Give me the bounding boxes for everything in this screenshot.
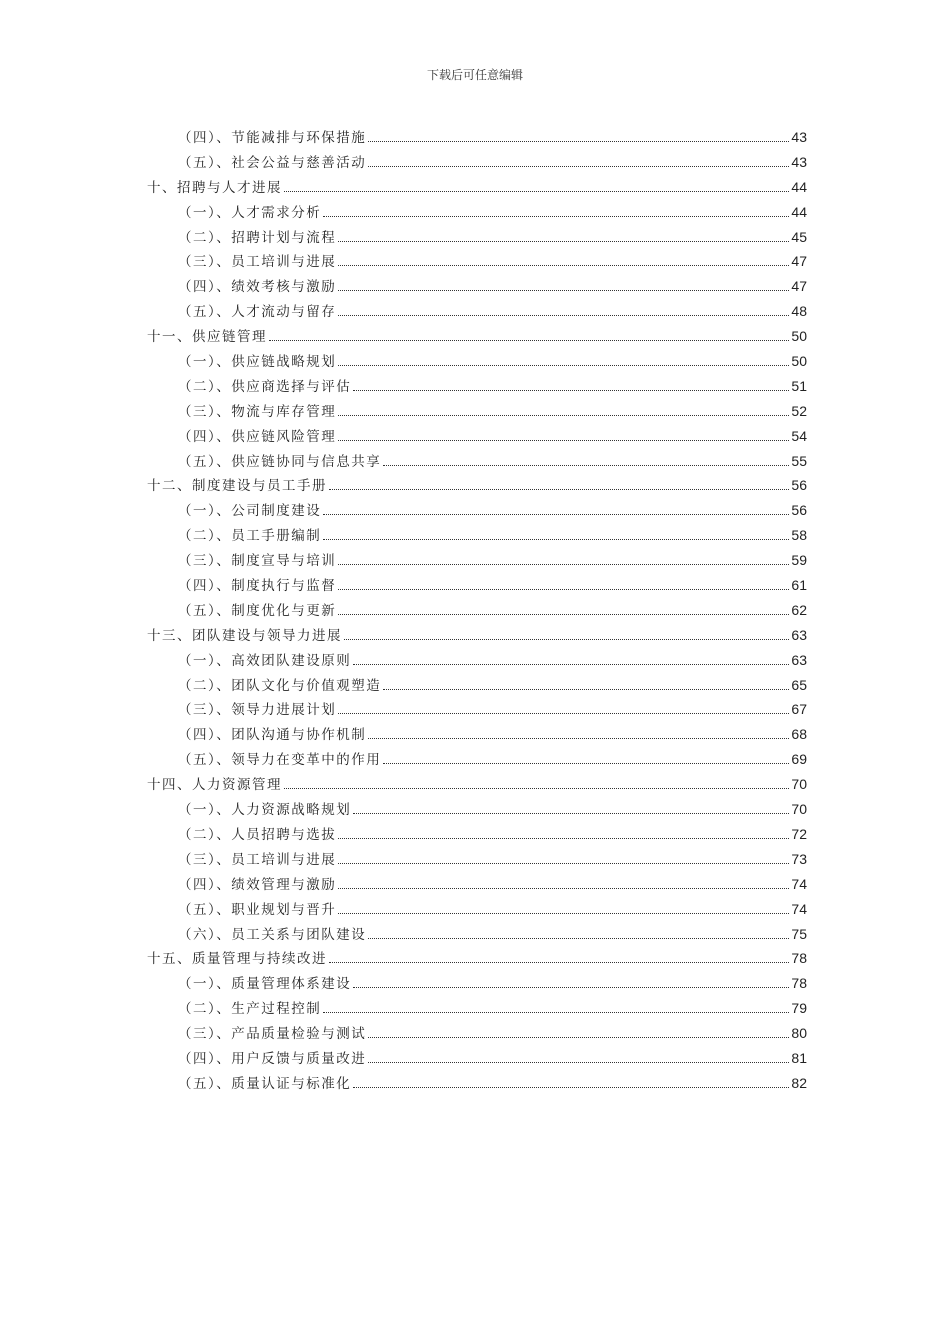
toc-section-entry[interactable] xyxy=(147,1047,807,1072)
toc-entry-page-number: 44 xyxy=(791,203,807,220)
toc-section-entry[interactable] xyxy=(147,898,807,923)
toc-entry-title: 十五、质量管理与持续改进 xyxy=(147,951,327,968)
dot-leader xyxy=(269,339,789,341)
toc-entry-page-number: 56 xyxy=(791,477,807,494)
dot-leader xyxy=(368,1036,789,1038)
toc-entry-title: 十四、人力资源管理 xyxy=(147,777,282,794)
dot-leader xyxy=(338,264,789,266)
dot-leader xyxy=(353,663,789,665)
toc-entry-page-number: 78 xyxy=(791,950,807,967)
dot-leader xyxy=(368,737,789,739)
dot-leader xyxy=(368,140,789,142)
toc-section-entry[interactable] xyxy=(147,275,807,300)
toc-entry-page-number: 74 xyxy=(791,875,807,892)
dot-leader xyxy=(338,364,789,366)
toc-section-entry[interactable] xyxy=(147,698,807,723)
dot-leader xyxy=(323,215,789,217)
toc-section-entry[interactable] xyxy=(147,873,807,898)
toc-entry-page-number: 44 xyxy=(791,178,807,195)
dot-leader xyxy=(338,887,789,889)
dot-leader xyxy=(353,986,789,988)
toc-section-entry[interactable] xyxy=(147,126,807,151)
toc-entry-title: （一）、质量管理体系建设 xyxy=(178,976,352,993)
toc-entry-page-number: 52 xyxy=(791,402,807,419)
toc-chapter-entry[interactable] xyxy=(147,325,807,350)
toc-section-entry[interactable] xyxy=(147,723,807,748)
dot-leader xyxy=(353,1086,789,1088)
toc-chapter-entry[interactable] xyxy=(147,176,807,201)
toc-entry-page-number: 58 xyxy=(791,527,807,544)
dot-leader xyxy=(383,464,789,466)
toc-entry-page-number: 70 xyxy=(791,776,807,793)
dot-leader xyxy=(338,240,789,242)
toc-entry-title: （三）、制度宣导与培训 xyxy=(178,553,337,570)
toc-entry-page-number: 50 xyxy=(791,353,807,370)
toc-section-entry[interactable] xyxy=(147,923,807,948)
toc-entry-title: （二）、人员招聘与选拔 xyxy=(178,826,337,843)
dot-leader xyxy=(338,439,789,441)
toc-entry-title: （二）、招聘计划与流程 xyxy=(178,229,337,246)
dot-leader xyxy=(323,513,789,515)
toc-entry-page-number: 68 xyxy=(791,726,807,743)
toc-section-entry[interactable] xyxy=(147,524,807,549)
table-of-contents xyxy=(147,126,807,1097)
dot-leader xyxy=(284,787,789,789)
dot-leader xyxy=(368,165,789,167)
dot-leader xyxy=(284,190,789,192)
toc-entry-page-number: 80 xyxy=(791,1025,807,1042)
toc-chapter-entry[interactable] xyxy=(147,474,807,499)
toc-section-entry[interactable] xyxy=(147,425,807,450)
toc-entry-page-number: 51 xyxy=(791,377,807,394)
toc-entry-title: （五）、领导力在变革中的作用 xyxy=(178,752,382,769)
dot-leader xyxy=(338,613,789,615)
toc-section-entry[interactable] xyxy=(147,226,807,251)
toc-entry-title: （二）、供应商选择与评估 xyxy=(178,378,352,395)
toc-entry-page-number: 54 xyxy=(791,427,807,444)
toc-entry-title: （四）、供应链风险管理 xyxy=(178,428,337,445)
toc-entry-title: 十一、供应链管理 xyxy=(147,329,267,346)
dot-leader xyxy=(338,563,789,565)
toc-entry-title: （三）、产品质量检验与测试 xyxy=(178,1026,367,1043)
dot-leader xyxy=(329,961,789,963)
dot-leader xyxy=(323,538,789,540)
toc-section-entry[interactable] xyxy=(147,375,807,400)
toc-entry-title: （三）、物流与库存管理 xyxy=(178,403,337,420)
dot-leader xyxy=(338,837,789,839)
toc-entry-title: （六）、员工关系与团队建设 xyxy=(178,926,367,943)
dot-leader xyxy=(338,862,789,864)
toc-entry-title: （一）、高效团队建设原则 xyxy=(178,652,352,669)
toc-entry-page-number: 50 xyxy=(791,328,807,345)
toc-entry-page-number: 70 xyxy=(791,801,807,818)
toc-entry-page-number: 75 xyxy=(791,925,807,942)
toc-entry-page-number: 55 xyxy=(791,452,807,469)
toc-entry-title: （二）、员工手册编制 xyxy=(178,528,322,545)
toc-chapter-entry[interactable] xyxy=(147,624,807,649)
toc-section-entry[interactable] xyxy=(147,549,807,574)
toc-entry-title: （二）、生产过程控制 xyxy=(178,1001,322,1018)
toc-chapter-entry[interactable] xyxy=(147,947,807,972)
dot-leader xyxy=(368,1061,789,1063)
toc-entry-title: （五）、职业规划与晋升 xyxy=(178,901,337,918)
toc-entry-page-number: 81 xyxy=(791,1049,807,1066)
toc-entry-title: （五）、人才流动与留存 xyxy=(178,304,337,321)
toc-entry-page-number: 45 xyxy=(791,228,807,245)
toc-section-entry[interactable] xyxy=(147,151,807,176)
dot-leader xyxy=(368,937,789,939)
page-header: 下载后可任意编辑 xyxy=(426,68,523,82)
toc-entry-page-number: 73 xyxy=(791,850,807,867)
toc-section-entry[interactable] xyxy=(147,798,807,823)
dot-leader xyxy=(338,414,789,416)
toc-entry-title: 十、招聘与人才进展 xyxy=(147,179,282,196)
toc-section-entry[interactable] xyxy=(147,1072,807,1097)
toc-section-entry[interactable] xyxy=(147,674,807,699)
toc-section-entry[interactable] xyxy=(147,997,807,1022)
toc-section-entry[interactable] xyxy=(147,574,807,599)
toc-entry-page-number: 82 xyxy=(791,1074,807,1091)
toc-entry-page-number: 56 xyxy=(791,502,807,519)
dot-leader xyxy=(338,314,789,316)
toc-entry-title: （四）、用户反馈与质量改进 xyxy=(178,1050,367,1067)
toc-section-entry[interactable] xyxy=(147,1022,807,1047)
toc-entry-page-number: 62 xyxy=(791,601,807,618)
toc-section-entry[interactable] xyxy=(147,823,807,848)
toc-entry-page-number: 79 xyxy=(791,1000,807,1017)
dot-leader xyxy=(383,688,789,690)
dot-leader xyxy=(338,712,789,714)
toc-entry-title: （一）、公司制度建设 xyxy=(178,503,322,520)
toc-section-entry[interactable] xyxy=(147,450,807,475)
dot-leader xyxy=(338,289,789,291)
toc-entry-title: （一）、供应链战略规划 xyxy=(178,354,337,371)
toc-entry-page-number: 63 xyxy=(791,626,807,643)
toc-entry-page-number: 78 xyxy=(791,975,807,992)
toc-entry-page-number: 65 xyxy=(791,676,807,693)
toc-section-entry[interactable] xyxy=(147,748,807,773)
toc-section-entry[interactable] xyxy=(147,350,807,375)
toc-section-entry[interactable] xyxy=(147,649,807,674)
toc-entry-title: （四）、制度执行与监督 xyxy=(178,578,337,595)
dot-leader xyxy=(338,588,789,590)
toc-section-entry[interactable] xyxy=(147,972,807,997)
toc-section-entry[interactable] xyxy=(147,499,807,524)
toc-entry-title: （四）、团队沟通与协作机制 xyxy=(178,727,367,744)
toc-section-entry[interactable] xyxy=(147,300,807,325)
toc-entry-title: （五）、制度优化与更新 xyxy=(178,602,337,619)
toc-entry-page-number: 61 xyxy=(791,577,807,594)
toc-section-entry[interactable] xyxy=(147,201,807,226)
dot-leader xyxy=(323,1011,789,1013)
toc-entry-title: （四）、绩效管理与激励 xyxy=(178,876,337,893)
toc-chapter-entry[interactable] xyxy=(147,773,807,798)
toc-section-entry[interactable] xyxy=(147,400,807,425)
toc-entry-title: （四）、绩效考核与激励 xyxy=(178,279,337,296)
toc-section-entry[interactable] xyxy=(147,848,807,873)
toc-entry-title: （五）、供应链协同与信息共享 xyxy=(178,453,382,470)
toc-entry-page-number: 43 xyxy=(791,153,807,170)
toc-entry-page-number: 72 xyxy=(791,825,807,842)
toc-entry-title: （三）、员工培训与进展 xyxy=(178,254,337,271)
toc-section-entry[interactable] xyxy=(147,250,807,275)
toc-entry-page-number: 69 xyxy=(791,751,807,768)
toc-entry-page-number: 59 xyxy=(791,552,807,569)
dot-leader xyxy=(383,762,789,764)
toc-entry-title: 十三、团队建设与领导力进展 xyxy=(147,627,342,644)
toc-entry-title: （四）、节能减排与环保措施 xyxy=(178,130,367,146)
toc-entry-page-number: 48 xyxy=(791,303,807,320)
dot-leader xyxy=(329,488,789,490)
toc-entry-title: 十二、制度建设与员工手册 xyxy=(147,478,327,495)
toc-entry-page-number: 67 xyxy=(791,701,807,718)
dot-leader xyxy=(344,638,789,640)
toc-entry-title: （五）、质量认证与标准化 xyxy=(178,1075,352,1092)
toc-entry-page-number: 47 xyxy=(791,253,807,270)
toc-section-entry[interactable] xyxy=(147,599,807,624)
toc-entry-title: （五）、社会公益与慈善活动 xyxy=(178,154,367,171)
dot-leader xyxy=(353,389,789,391)
toc-entry-title: （一）、人力资源战略规划 xyxy=(178,802,352,819)
toc-entry-page-number: 74 xyxy=(791,900,807,917)
toc-entry-title: （三）、员工培训与进展 xyxy=(178,851,337,868)
toc-entry-title: （二）、团队文化与价值观塑造 xyxy=(178,677,382,694)
dot-leader xyxy=(353,812,789,814)
toc-entry-title: （三）、领导力进展计划 xyxy=(178,702,337,719)
dot-leader xyxy=(338,912,789,914)
toc-entry-page-number: 47 xyxy=(791,278,807,295)
toc-entry-page-number: 63 xyxy=(791,651,807,668)
toc-entry-title: （一）、人才需求分析 xyxy=(178,204,322,221)
toc-entry-page-number: 43 xyxy=(791,129,807,145)
